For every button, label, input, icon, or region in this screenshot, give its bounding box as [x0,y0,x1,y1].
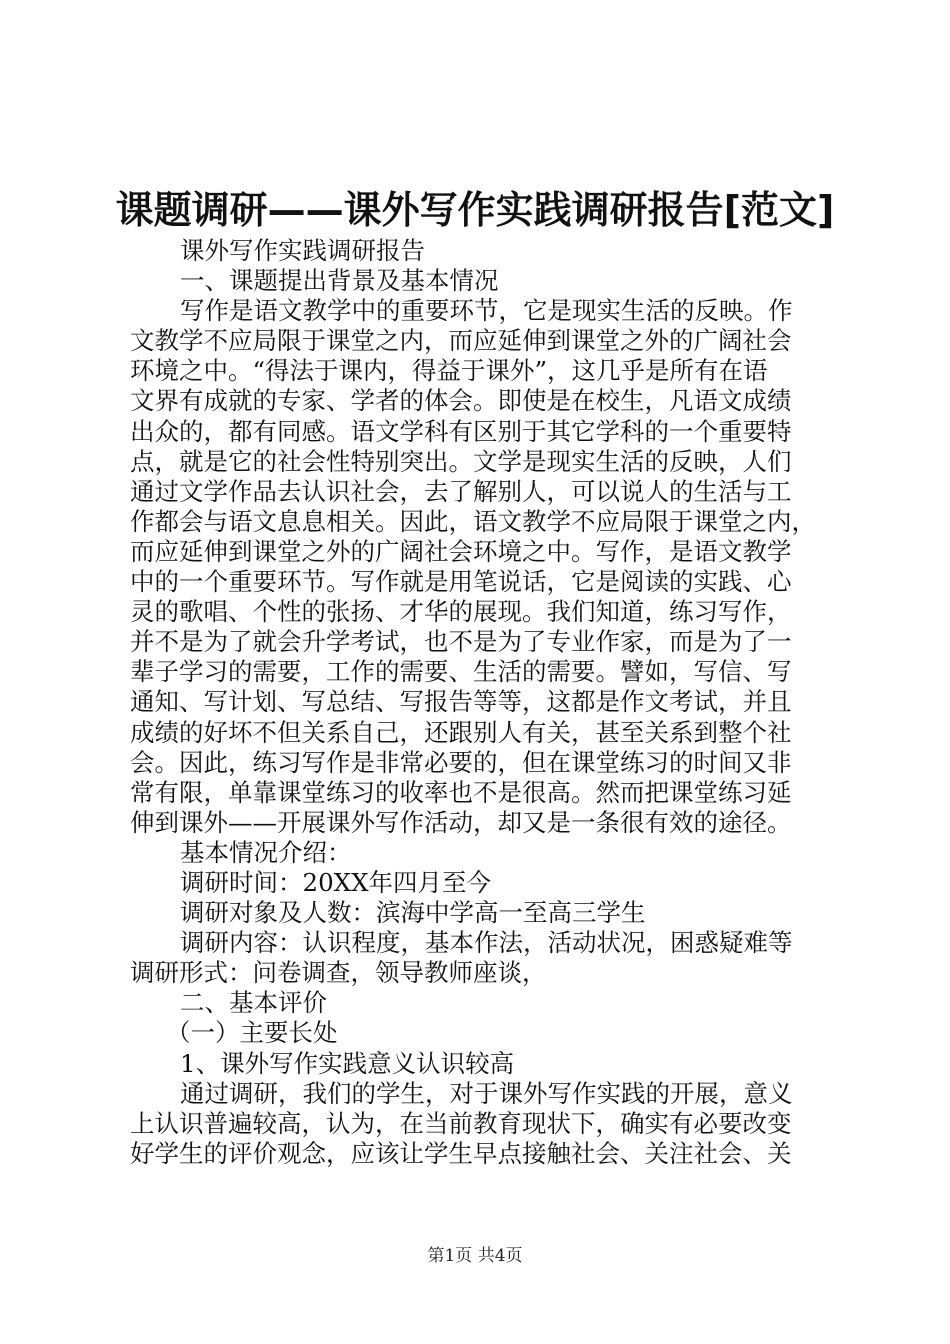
section-heading-2: 二、基本评价 [180,988,327,1018]
paragraph-line: 环境之中。“得法于课内，得益于课外”，这几乎是所有在语 [130,356,768,386]
paragraph-line: 灵的歌唱、个性的张扬、才华的展现。我们知道，练习写作， [130,597,792,627]
paragraph-line: 上认识普遍较高，认为，在当前教育现状下，确实有必要改变 [130,1108,792,1138]
paragraph-line: 中的一个重要环节。写作就是用笔说话，它是阅读的实践、心 [130,567,792,597]
paragraph-line: 伸到课外——开展课外写作活动，却又是一条很有效的途径。 [130,807,792,837]
info-form: 调研形式：问卷调查，领导教师座谈， [130,958,547,988]
paragraph-line: 出众的，都有同感。语文学科有区别于其它学科的一个重要特 [130,416,792,446]
paragraph-line: 并不是为了就会升学考试，也不是为了专业作家，而是为了一 [130,627,792,657]
info-subjects: 调研对象及人数：滨海中学高一至高三学生 [180,898,646,928]
paragraph-line: 常有限，单靠课堂练习的收率也不是很高。然而把课堂练习延 [130,777,792,807]
document-body [130,236,830,1169]
paragraph-line: 好学生的评价观念，应该让学生早点接触社会、关注社会、关 [130,1138,792,1168]
paragraph-line: 点，就是它的社会性特别突出。文学是现实生活的反映，人们 [130,446,792,476]
paragraph-line: 写作是语文教学中的重要环节，它是现实生活的反映。作 [180,296,793,326]
info-content: 调研内容：认识程度，基本作法，活动状况，困惑疑难等 [180,928,793,958]
section-heading-1: 一、课题提出背景及基本情况 [180,266,499,296]
point-heading: 1、课外写作实践意义认识较高 [180,1048,515,1078]
paragraph-line: 通过文学作品去认识社会，去了解别人，可以说人的生活与工 [130,476,792,506]
subsection-heading: （一）主要长处 [166,1018,338,1048]
paragraph-line: 辈子学习的需要，工作的需要、生活的需要。譬如，写信、写 [130,657,792,687]
info-heading: 基本情况介绍： [180,837,352,867]
report-subtitle: 课外写作实践调研报告 [180,236,425,265]
paragraph-line: 而应延伸到课堂之外的广阔社会环境之中。写作，是语文教学 [130,536,792,566]
document-title: 课题调研——课外写作实践调研报告[范文] [115,188,835,232]
paragraph-line: 文教学不应局限于课堂之内，而应延伸到课堂之外的广阔社会 [130,326,792,356]
paragraph-line: 通过调研，我们的学生，对于课外写作实践的开展，意义 [180,1078,793,1108]
paragraph-line: 文界有成就的专家、学者的体会。即使是在校生，凡语文成绩 [130,386,792,416]
info-time: 调研时间：20XX年四月至今 [180,867,492,897]
paragraph-line: 作都会与语文息息相关。因此，语文教学不应局限于课堂之内， [130,506,816,536]
page-number-footer: 第1页 共4页 [427,1246,523,1266]
paragraph-line: 会。因此，练习写作是非常必要的，但在课堂练习的时间又非 [130,747,792,777]
paragraph-line: 通知、写计划、写总结、写报告等等，这都是作文考试，并且 [130,687,792,717]
paragraph-line: 成绩的好坏不但关系自己，还跟别人有关，甚至关系到整个社 [130,717,792,747]
